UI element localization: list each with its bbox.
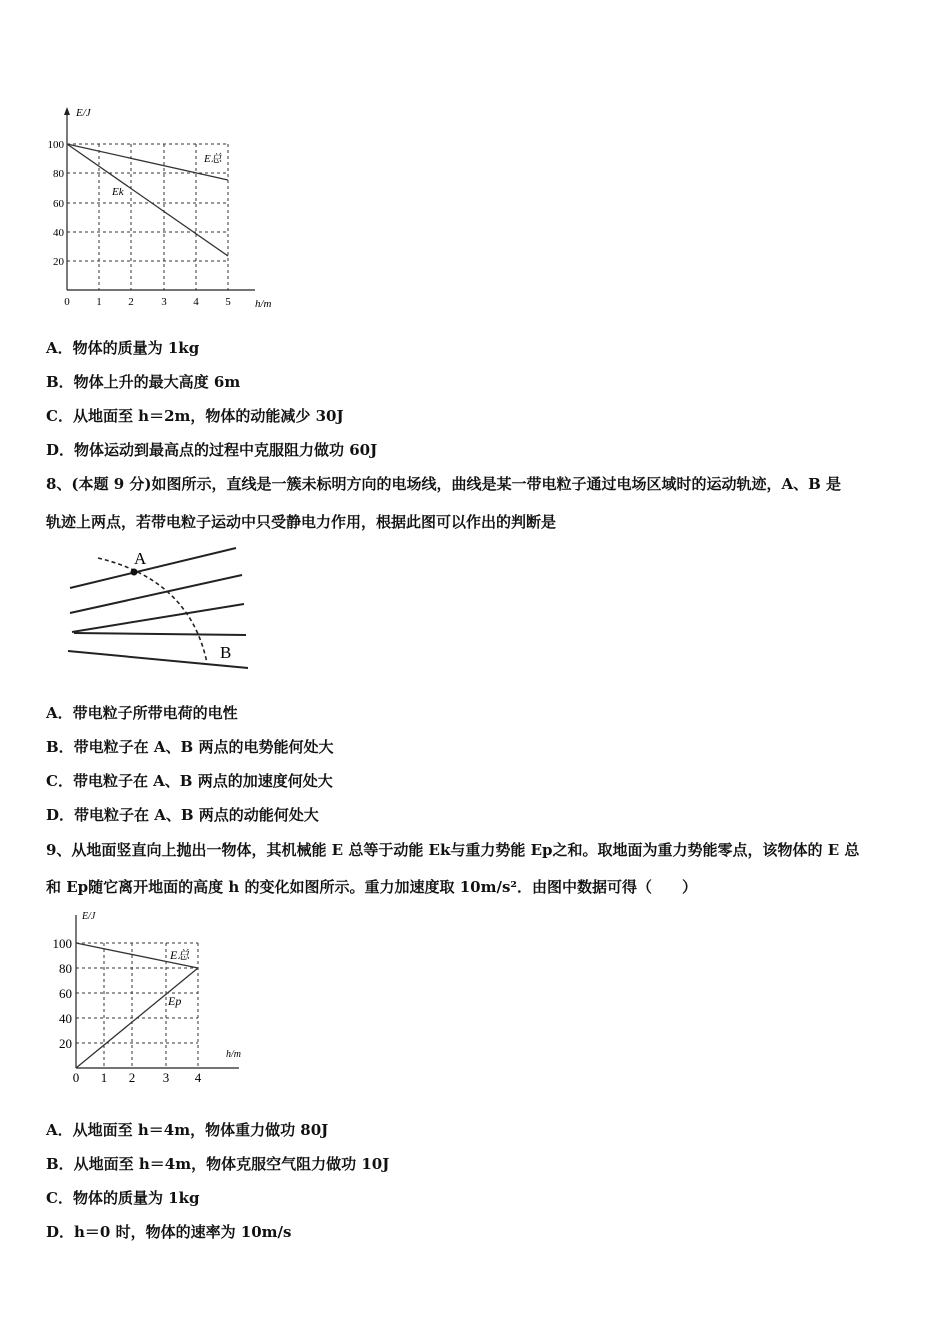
q9-option-c: C．物体的质量为 1kg: [46, 1189, 200, 1207]
q9-option-d: D．h＝0 时，物体的速率为 10m/s: [46, 1223, 292, 1241]
x-tick: 0: [72, 1070, 80, 1085]
electric-field-figure: [60, 540, 260, 675]
x-tick: 2: [128, 296, 134, 308]
q7-option-c: C．从地面至 h＝2m，物体的动能减少 30J: [46, 407, 344, 425]
x-tick: 4: [194, 1070, 202, 1085]
x-axis-label: h/m: [226, 1049, 241, 1060]
q7-option-d: D．物体运动到最高点的过程中克服阻力做功 60J: [46, 441, 378, 459]
y-tick: 60: [53, 198, 64, 210]
x-tick: 3: [162, 1070, 170, 1085]
q9-stem-line2: 和 Ep随它离开地面的高度 h 的变化如图所示。重力加速度取 10m/s²．由图中数据可得（ ）: [46, 878, 697, 896]
q9-stem-line1: 9、从地面竖直向上抛出一物体，其机械能 E 总等于动能 Ek与重力势能 Ep之和。取地面为重力势能零点，该物体的 E 总: [46, 841, 860, 859]
y-tick: 80: [59, 961, 72, 976]
x-tick: 3: [161, 296, 167, 308]
x-tick: 0: [64, 296, 70, 308]
q8-option-d: D．带电粒子在 A、B 两点的动能何处大: [46, 806, 319, 824]
q9-option-a: A．从地面至 h＝4m，物体重力做功 80J: [46, 1121, 329, 1139]
point-a-dot: [131, 569, 138, 576]
x-tick: 4: [193, 296, 199, 308]
y-tick: 60: [59, 986, 72, 1001]
point-a-label: A: [134, 549, 147, 568]
chart-energy-height-2: [44, 905, 254, 1085]
x-tick: 2: [128, 1070, 136, 1085]
label-potential: Ep: [168, 994, 182, 1008]
q7-option-a: A．物体的质量为 1kg: [46, 339, 200, 357]
y-axis-label: E/J: [76, 107, 91, 119]
chart-energy-height-1: [40, 100, 290, 315]
y-tick: 20: [53, 256, 64, 268]
label-kinetic: Ek: [112, 186, 124, 198]
y-tick: 20: [59, 1036, 72, 1051]
q8-stem-line1: 8、(本题 9 分)如图所示，直线是一簇未标明方向的电场线，曲线是某一带电粒子通过电场区域时的运动轨迹，A、B 是: [46, 475, 842, 493]
y-tick: 80: [53, 168, 64, 180]
q8-option-b: B．带电粒子在 A、B 两点的电势能何处大: [46, 738, 334, 756]
x-axis-label: h/m: [255, 298, 272, 310]
x-tick: 1: [96, 296, 102, 308]
q8-option-c: C．带电粒子在 A、B 两点的加速度何处大: [46, 772, 333, 790]
particle-trajectory: [98, 558, 207, 663]
y-axis-label: E/J: [82, 911, 96, 922]
point-b-label: B: [220, 643, 232, 662]
y-tick: 40: [53, 227, 64, 239]
y-tick: 100: [47, 139, 64, 151]
y-tick: 100: [52, 936, 72, 951]
label-total: E总: [204, 153, 222, 165]
label-total: E总: [170, 948, 190, 962]
x-tick: 5: [225, 296, 231, 308]
y-tick: 40: [59, 1011, 72, 1026]
q9-option-b: B．从地面至 h＝4m，物体克服空气阻力做功 10J: [46, 1155, 390, 1173]
q7-option-b: B．物体上升的最大高度 6m: [46, 373, 241, 391]
x-tick: 1: [100, 1070, 108, 1085]
q8-stem-line2: 轨迹上两点，若带电粒子运动中只受静电力作用，根据此图可以作出的判断是: [46, 513, 557, 531]
q8-option-a: A．带电粒子所带电荷的电性: [46, 704, 238, 722]
